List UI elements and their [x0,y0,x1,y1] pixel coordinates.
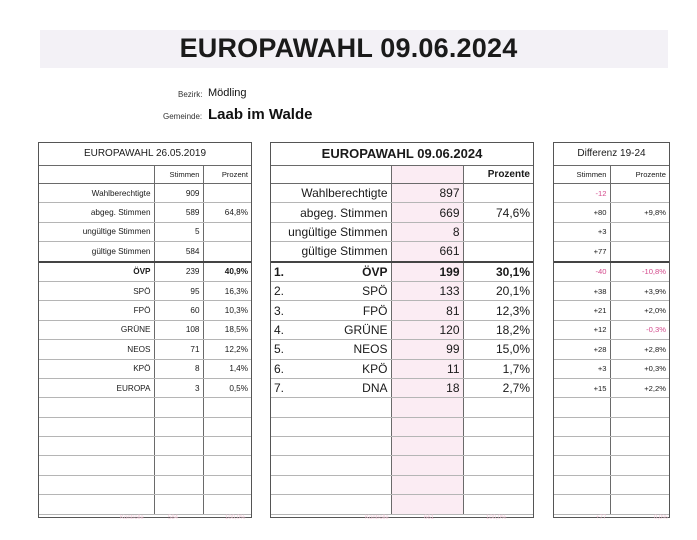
empty-cell [271,417,391,436]
empty-cell [154,475,203,494]
empty-cell [463,456,533,475]
party-diff-prozent: +0,3% [610,359,669,378]
stat-stimmen: 589 [154,203,203,222]
table-row [554,456,669,475]
party-prozent: 10,3% [203,301,251,320]
stat-diff-stimmen: +3 [554,222,610,241]
empty-cell [203,437,251,456]
party-rank: 6. [274,361,285,376]
empty-cell [154,437,203,456]
empty-cell [610,456,669,475]
results-2019-panel [38,142,252,518]
table-row [271,378,533,397]
middle-footer-stimmen: 661 [424,515,435,521]
bezirk-value: Mödling [208,87,247,99]
table-row [271,184,533,203]
stat-label: ungültige Stimmen [271,222,391,241]
difference-panel [553,142,670,518]
party-label-cell [271,281,391,300]
stat-label: gültige Stimmen [271,242,391,262]
table-row [39,456,251,475]
party-label-cell [271,378,391,397]
party-diff-prozent: +3,9% [610,281,669,300]
left-footer-label: Kontrolle [120,515,144,521]
empty-cell [463,495,533,514]
table-row [271,222,533,241]
party-stimmen: 3 [154,378,203,397]
table-row [554,281,669,300]
table-row [271,262,533,282]
party-stimmen: 60 [154,301,203,320]
empty-cell [610,437,669,456]
col-prozente-header: Prozente [463,166,533,184]
table-row [271,203,533,222]
stat-prozent [203,222,251,241]
table-row [554,475,669,494]
table-row [39,475,251,494]
empty-cell [203,417,251,436]
empty-cell [610,417,669,436]
party-prozent: 18,2% [463,320,533,339]
party-label: ÖVP [362,264,388,279]
empty-cell [154,398,203,417]
empty-cell [203,398,251,417]
stat-prozent [203,184,251,203]
header-empty [391,166,463,184]
party-diff-stimmen: -40 [554,262,610,282]
party-label-cell [271,301,391,320]
empty-cell [154,417,203,436]
party-stimmen: 71 [154,340,203,359]
table-row [39,222,251,241]
table-row [39,417,251,436]
table-row [271,495,533,514]
party-rank: 2. [274,284,285,299]
empty-cell [463,417,533,436]
results-2024-table [271,166,533,515]
table-row [554,222,669,241]
empty-cell [554,456,610,475]
table-row [39,359,251,378]
empty-cell [271,437,391,456]
empty-cell [39,398,154,417]
results-2019-title: EUROPAWAHL 26.05.2019 [39,143,251,166]
table-row [39,281,251,300]
table-row [271,242,533,262]
party-stimmen: 8 [154,359,203,378]
party-prozent: 20,1% [463,281,533,300]
party-label: SPÖ [39,281,154,300]
empty-cell [271,475,391,494]
party-diff-prozent: -10,8% [610,262,669,282]
right-footer-prozent: 0,0% [654,515,668,521]
party-label: FPÖ [362,303,388,318]
empty-cell [554,437,610,456]
stat-diff-stimmen: +77 [554,242,610,262]
empty-cell [39,495,154,514]
stat-prozent [203,242,251,262]
empty-cell [391,475,463,494]
results-2024-title: EUROPAWAHL 09.06.2024 [271,143,533,166]
table-row [39,262,251,282]
stat-diff-prozent [610,242,669,262]
left-footer-prozent: 100,0% [225,515,246,521]
table-row [39,166,251,184]
empty-cell [610,475,669,494]
party-label-cell [271,340,391,359]
party-diff-stimmen: +21 [554,301,610,320]
stat-label: abgeg. Stimmen [271,203,391,222]
empty-cell [463,398,533,417]
empty-cell [463,437,533,456]
party-rank: 4. [274,322,285,337]
party-diff-stimmen: +12 [554,320,610,339]
stat-stimmen: 584 [154,242,203,262]
party-diff-prozent: +2,8% [610,340,669,359]
stat-label: Wahlberechtigte [271,184,391,203]
party-prozent: 12,2% [203,340,251,359]
stat-label: gültige Stimmen [39,242,154,262]
empty-cell [391,437,463,456]
empty-cell [554,495,610,514]
party-diff-stimmen: +28 [554,340,610,359]
table-row [554,262,669,282]
empty-cell [554,417,610,436]
party-label: GRÜNE [344,322,388,337]
table-row [39,495,251,514]
empty-cell [554,475,610,494]
stat-diff-prozent [610,184,669,203]
gemeinde-label: Gemeinde: [163,112,203,121]
empty-cell [391,495,463,514]
stat-stimmen: 661 [391,242,463,262]
party-prozent: 2,7% [463,378,533,397]
stat-label: Wahlberechtigte [39,184,154,203]
party-label: KPÖ [39,359,154,378]
party-diff-stimmen: +3 [554,359,610,378]
bezirk-label: Bezirk: [178,90,203,99]
empty-cell [39,417,154,436]
table-row [39,378,251,397]
stat-diff-stimmen: +80 [554,203,610,222]
party-stimmen: 18 [391,378,463,397]
table-row [554,166,669,184]
empty-cell [391,398,463,417]
table-row [39,437,251,456]
party-diff-prozent: +2,2% [610,378,669,397]
empty-cell [554,398,610,417]
stat-prozent [463,184,533,203]
party-stimmen: 11 [391,359,463,378]
party-label: SPÖ [362,284,388,299]
party-label: DNA [362,381,388,396]
left-footer-stimmen: 584 [168,515,179,521]
party-stimmen: 108 [154,320,203,339]
party-label: FPÖ [39,301,154,320]
header-empty [39,166,154,184]
col-stimmen-header: Stimmen [154,166,203,184]
stat-prozent: 64,8% [203,203,251,222]
party-rank: 5. [274,342,285,357]
party-label: NEOS [353,342,388,357]
col-prozent-header: Prozent [203,166,251,184]
party-label-cell [271,262,391,282]
empty-cell [39,475,154,494]
party-label-cell [271,320,391,339]
col-prozente-header: Prozente [610,166,669,184]
empty-cell [203,456,251,475]
party-stimmen: 199 [391,262,463,282]
stat-stimmen: 5 [154,222,203,241]
party-stimmen: 95 [154,281,203,300]
empty-cell [391,417,463,436]
difference-table [554,166,669,515]
empty-cell [271,495,391,514]
table-row [554,359,669,378]
party-label: GRÜNE [39,320,154,339]
table-row [39,340,251,359]
empty-cell [39,437,154,456]
stat-label: abgeg. Stimmen [39,203,154,222]
party-stimmen: 99 [391,340,463,359]
empty-cell [154,495,203,514]
party-prozent: 1,4% [203,359,251,378]
header-empty [271,166,391,184]
difference-title: Differenz 19-24 [554,143,669,166]
stat-stimmen: 897 [391,184,463,203]
table-row [39,184,251,203]
party-prozent: 16,3% [203,281,251,300]
party-rank: 1. [274,264,285,279]
empty-cell [154,456,203,475]
party-prozent: 40,9% [203,262,251,282]
results-2019-table [39,166,251,515]
table-row [271,281,533,300]
table-row [554,203,669,222]
gemeinde-value: Laab im Walde [208,106,313,123]
party-label: ÖVP [39,262,154,282]
party-prozent: 1,7% [463,359,533,378]
stat-stimmen: 8 [391,222,463,241]
party-label: KPÖ [362,361,388,376]
middle-footer-label: Kontrolle [365,515,389,521]
empty-cell [463,475,533,494]
party-prozent: 18,5% [203,320,251,339]
party-diff-prozent: -0,3% [610,320,669,339]
table-row [554,437,669,456]
stat-label: ungültige Stimmen [39,222,154,241]
table-row [271,398,533,417]
table-row [271,437,533,456]
page-title: EUROPAWAHL 09.06.2024 [179,33,518,63]
table-row [554,184,669,203]
party-diff-prozent: +2,0% [610,301,669,320]
stat-stimmen: 909 [154,184,203,203]
table-row [39,301,251,320]
party-diff-stimmen: +38 [554,281,610,300]
party-prozent: 15,0% [463,340,533,359]
right-footer-stimmen: +77 [596,515,607,521]
table-row [271,475,533,494]
party-prozent: 12,3% [463,301,533,320]
empty-cell [610,398,669,417]
table-row [271,320,533,339]
empty-cell [271,456,391,475]
stat-prozent [463,222,533,241]
table-row [271,359,533,378]
party-label: EUROPA [39,378,154,397]
table-row [554,301,669,320]
empty-cell [203,475,251,494]
party-stimmen: 120 [391,320,463,339]
stat-diff-stimmen: -12 [554,184,610,203]
stat-stimmen: 669 [391,203,463,222]
empty-cell [271,398,391,417]
stat-diff-prozent: +9,8% [610,203,669,222]
empty-cell [203,495,251,514]
party-prozent: 30,1% [463,262,533,282]
party-prozent: 0,5% [203,378,251,397]
table-row [554,340,669,359]
empty-cell [391,456,463,475]
col-stimmen-header: Stimmen [554,166,610,184]
results-2024-panel [270,142,534,518]
table-row [554,320,669,339]
party-stimmen: 81 [391,301,463,320]
table-row [271,301,533,320]
party-label: NEOS [39,340,154,359]
table-row [554,495,669,514]
stat-diff-prozent [610,222,669,241]
stat-prozent: 74,6% [463,203,533,222]
table-row [39,203,251,222]
table-row [271,166,533,184]
middle-footer-prozent: 100,0% [486,515,507,521]
party-label-cell [271,359,391,378]
empty-cell [610,495,669,514]
table-row [554,242,669,262]
party-rank: 7. [274,381,285,396]
party-rank: 3. [274,303,285,318]
table-row [271,340,533,359]
party-stimmen: 133 [391,281,463,300]
table-row [39,398,251,417]
empty-cell [39,456,154,475]
table-row [554,417,669,436]
table-row [39,242,251,262]
party-diff-stimmen: +15 [554,378,610,397]
table-row [554,378,669,397]
table-row [39,320,251,339]
table-row [554,398,669,417]
party-stimmen: 239 [154,262,203,282]
table-row [271,456,533,475]
table-row [271,417,533,436]
stat-prozent [463,242,533,262]
